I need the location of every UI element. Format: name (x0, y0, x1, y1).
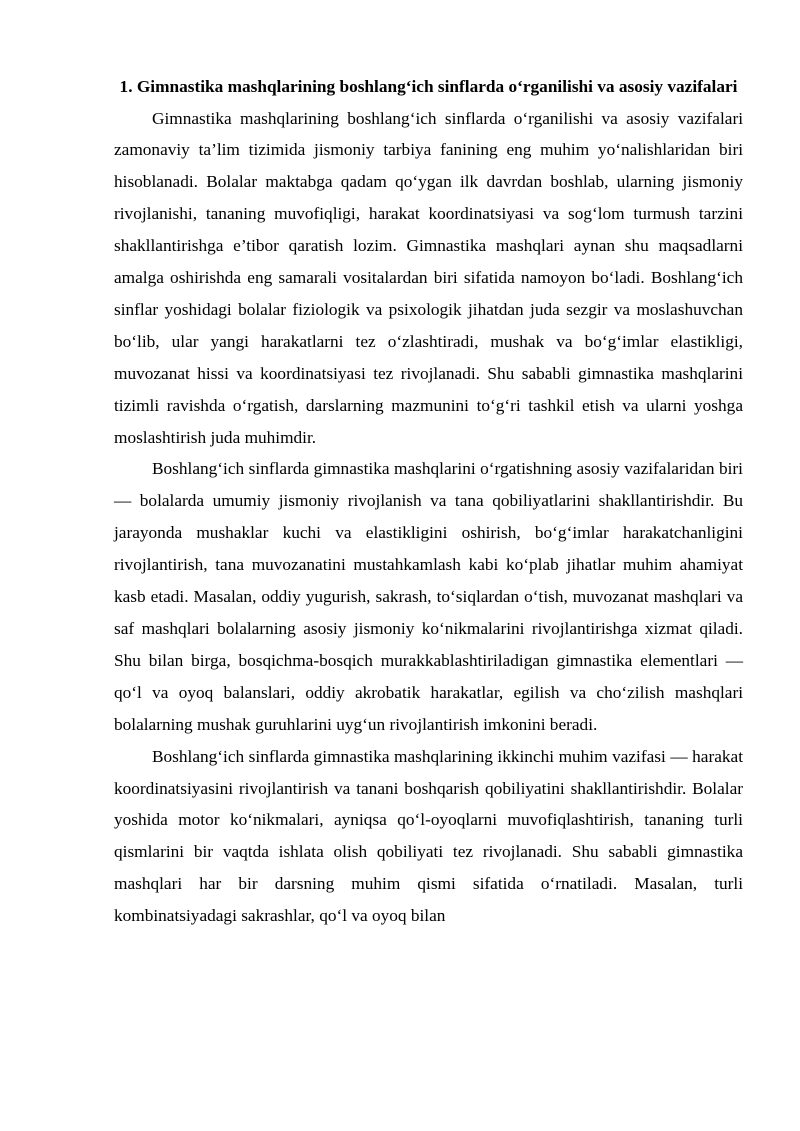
paragraph-3: Boshlang‘ich sinflarda gimnastika mashqlarining ikkinchi muhim vazifasi — harakat koordinatsiyasini rivojlantirish va tanani boshqarish qobiliyatini shakllantirishdir. Bolalar yoshida motor ko‘nikmalari, ayniqsa qo‘l-oyoqlarni muvofiqlashtirish, tananing turli qismlarini bir vaqtda ishlata olish qobiliyati tez rivojlanadi. Shu sababli gimnastika mashqlari har bir darsning muhim qismi sifatida o‘rnatiladi. Masalan, turli kombinatsiyadagi sakrashlar, qo‘l va oyoq bilan (114, 746, 743, 926)
section-title: 1. Gimnastika mashqlarining boshlang‘ich sinflarda o‘rganilishi va asosiy vazifalari (119, 77, 738, 96)
paragraph-2: Boshlang‘ich sinflarda gimnastika mashqlarini o‘rgatishning asosiy vazifalaridan biri — bolalarda umumiy jismoniy rivojlanish va tana qobiliyatlarini shakllantirishdir. Bu jarayonda mushaklar kuchi va elastikligini oshirish, bo‘g‘imlar harakatchanligini rivojlantirish, tana muvozanatini mustahkamlash kabi ko‘plab jihatlar muhim ahamiyat kasb etadi. Masalan, oddiy yugurish, sakrash, to‘siqlardan o‘tish, muvozanat mashqlari va saf mashqlari bolalarning asosiy jismoniy ko‘nikmalarini rivojlantirishga xizmat qiladi. Shu bilan birga, bosqichma-bosqich murakkablashtiriladigan gimnastika elementlari — qo‘l va oyoq balanslari, oddiy akrobatik harakatlar, egilish va cho‘zilish mashqlari bolalarning mushak guruhlarini uyg‘un rivojlantirish imkonini beradi. (114, 459, 743, 734)
document-page (114, 71, 743, 932)
paragraph-1: Gimnastika mashqlarining boshlang‘ich sinflarda o‘rganilishi va asosiy vazifalari zamonaviy ta’lim tizimida jismoniy tarbiya fanining eng muhim yo‘nalishlaridan biri hisoblanadi. Bolalar maktabga qadam qo‘ygan ilk davrdan boshlab, ularning jismoniy rivojlanishi, tananing muvofiqligi, harakat koordinatsiyasi va sog‘lom turmush tarzini shakllantirishga e’tibor qaratish lozim. Gimnastika mashqlari aynan shu maqsadlarni amalga oshirishda eng samarali vositalardan biri sifatida namoyon bo‘ladi. Boshlang‘ich sinflar yoshidagi bolalar fiziologik va psixologik jihatdan juda sezgir va moslashuvchan bo‘lib, ular yangi harakatlarni tez o‘zlashtiradi, mushak va bo‘g‘imlar elastikligi, muvozanat hissi va koordinatsiyasi tez rivojlanadi. Shu sababli gimnastika mashqlarini tizimli ravishda o‘rgatish, darslarning mazmunini to‘g‘ri tashkil etish va ularni yoshga moslashtirish juda muhimdir. (114, 108, 743, 447)
